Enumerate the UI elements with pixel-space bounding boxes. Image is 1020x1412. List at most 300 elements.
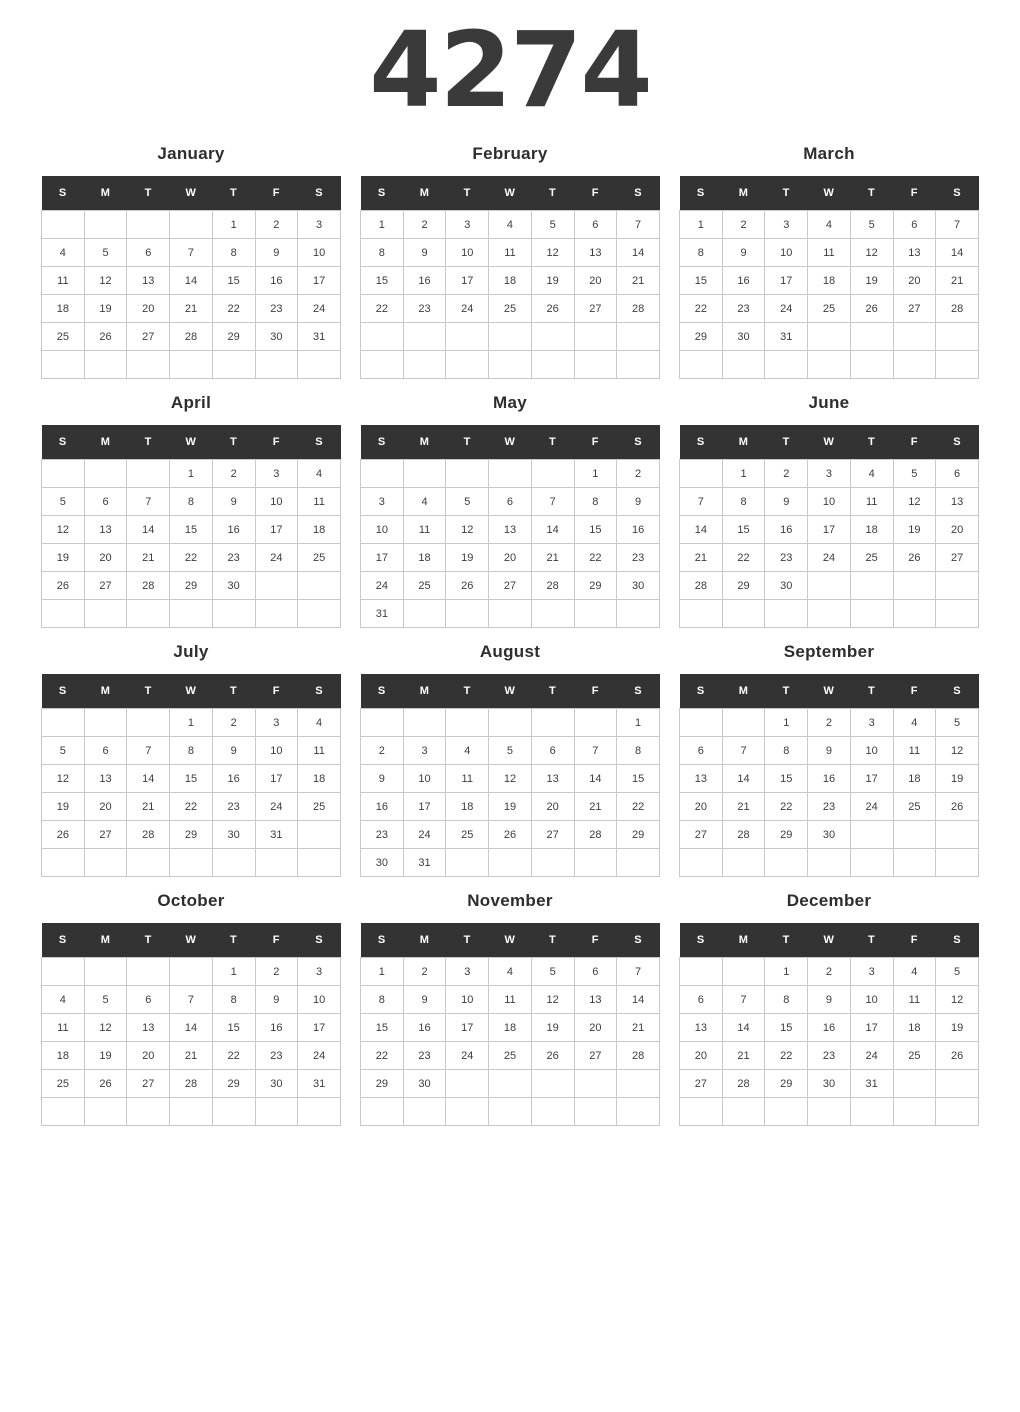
day-cell[interactable]: 13	[127, 267, 170, 295]
day-cell[interactable]: 9	[403, 239, 446, 267]
day-cell[interactable]: 31	[298, 1070, 341, 1098]
day-cell[interactable]: 21	[127, 544, 170, 572]
day-cell[interactable]: 28	[170, 1070, 213, 1098]
day-cell[interactable]: 14	[680, 516, 723, 544]
day-cell[interactable]: 1	[765, 958, 808, 986]
day-cell[interactable]: 26	[489, 821, 532, 849]
day-cell[interactable]: 23	[255, 295, 298, 323]
day-cell[interactable]: 1	[617, 709, 660, 737]
day-cell[interactable]: 11	[893, 986, 936, 1014]
day-cell[interactable]: 8	[765, 737, 808, 765]
day-cell[interactable]: 9	[361, 765, 404, 793]
day-cell[interactable]: 24	[255, 793, 298, 821]
day-cell[interactable]: 12	[446, 516, 489, 544]
day-cell[interactable]: 4	[298, 709, 341, 737]
day-cell[interactable]: 31	[765, 323, 808, 351]
day-cell[interactable]: 16	[722, 267, 765, 295]
day-cell[interactable]: 5	[42, 488, 85, 516]
day-cell[interactable]: 3	[765, 211, 808, 239]
day-cell[interactable]: 17	[255, 765, 298, 793]
day-cell[interactable]: 3	[298, 211, 341, 239]
day-cell[interactable]: 9	[403, 986, 446, 1014]
day-cell[interactable]: 27	[127, 323, 170, 351]
day-cell[interactable]: 2	[255, 211, 298, 239]
day-cell[interactable]: 29	[212, 1070, 255, 1098]
day-cell[interactable]: 10	[255, 488, 298, 516]
day-cell[interactable]: 26	[84, 1070, 127, 1098]
day-cell[interactable]: 28	[170, 323, 213, 351]
day-cell[interactable]: 7	[574, 737, 617, 765]
day-cell[interactable]: 16	[361, 793, 404, 821]
day-cell[interactable]: 13	[680, 765, 723, 793]
day-cell[interactable]: 2	[722, 211, 765, 239]
day-cell[interactable]: 15	[680, 267, 723, 295]
day-cell[interactable]: 12	[42, 765, 85, 793]
day-cell[interactable]: 25	[42, 1070, 85, 1098]
day-cell[interactable]: 20	[680, 1042, 723, 1070]
day-cell[interactable]: 29	[212, 323, 255, 351]
day-cell[interactable]: 21	[722, 1042, 765, 1070]
day-cell[interactable]: 6	[84, 737, 127, 765]
day-cell[interactable]: 26	[936, 1042, 979, 1070]
day-cell[interactable]: 1	[361, 211, 404, 239]
day-cell[interactable]: 13	[893, 239, 936, 267]
day-cell[interactable]: 22	[212, 295, 255, 323]
day-cell[interactable]: 22	[170, 544, 213, 572]
day-cell[interactable]: 5	[531, 211, 574, 239]
day-cell[interactable]: 3	[850, 709, 893, 737]
day-cell[interactable]: 31	[403, 849, 446, 877]
day-cell[interactable]: 19	[446, 544, 489, 572]
day-cell[interactable]: 30	[765, 572, 808, 600]
day-cell[interactable]: 12	[936, 986, 979, 1014]
day-cell[interactable]: 17	[255, 516, 298, 544]
day-cell[interactable]: 7	[680, 488, 723, 516]
day-cell[interactable]: 30	[808, 1070, 851, 1098]
day-cell[interactable]: 1	[680, 211, 723, 239]
day-cell[interactable]: 13	[574, 986, 617, 1014]
day-cell[interactable]: 24	[850, 1042, 893, 1070]
day-cell[interactable]: 19	[42, 544, 85, 572]
day-cell[interactable]: 11	[850, 488, 893, 516]
day-cell[interactable]: 15	[212, 1014, 255, 1042]
day-cell[interactable]: 8	[765, 986, 808, 1014]
day-cell[interactable]: 5	[446, 488, 489, 516]
day-cell[interactable]: 5	[489, 737, 532, 765]
day-cell[interactable]: 7	[936, 211, 979, 239]
day-cell[interactable]: 27	[531, 821, 574, 849]
day-cell[interactable]: 9	[722, 239, 765, 267]
day-cell[interactable]: 11	[298, 737, 341, 765]
day-cell[interactable]: 5	[84, 986, 127, 1014]
day-cell[interactable]: 11	[808, 239, 851, 267]
day-cell[interactable]: 18	[489, 267, 532, 295]
day-cell[interactable]: 2	[403, 958, 446, 986]
day-cell[interactable]: 2	[617, 460, 660, 488]
day-cell[interactable]: 3	[850, 958, 893, 986]
day-cell[interactable]: 23	[403, 295, 446, 323]
day-cell[interactable]: 13	[127, 1014, 170, 1042]
day-cell[interactable]: 7	[127, 737, 170, 765]
day-cell[interactable]: 23	[765, 544, 808, 572]
day-cell[interactable]: 19	[936, 1014, 979, 1042]
day-cell[interactable]: 30	[361, 849, 404, 877]
day-cell[interactable]: 18	[489, 1014, 532, 1042]
day-cell[interactable]: 16	[255, 267, 298, 295]
day-cell[interactable]: 22	[170, 793, 213, 821]
day-cell[interactable]: 18	[42, 295, 85, 323]
day-cell[interactable]: 13	[489, 516, 532, 544]
day-cell[interactable]: 4	[298, 460, 341, 488]
day-cell[interactable]: 13	[680, 1014, 723, 1042]
day-cell[interactable]: 2	[765, 460, 808, 488]
day-cell[interactable]: 20	[680, 793, 723, 821]
day-cell[interactable]: 7	[722, 986, 765, 1014]
day-cell[interactable]: 25	[489, 295, 532, 323]
day-cell[interactable]: 4	[42, 986, 85, 1014]
day-cell[interactable]: 23	[212, 544, 255, 572]
day-cell[interactable]: 8	[574, 488, 617, 516]
day-cell[interactable]: 25	[298, 544, 341, 572]
day-cell[interactable]: 19	[489, 793, 532, 821]
day-cell[interactable]: 22	[361, 1042, 404, 1070]
day-cell[interactable]: 12	[893, 488, 936, 516]
day-cell[interactable]: 12	[936, 737, 979, 765]
day-cell[interactable]: 28	[722, 1070, 765, 1098]
day-cell[interactable]: 2	[403, 211, 446, 239]
day-cell[interactable]: 21	[127, 793, 170, 821]
day-cell[interactable]: 11	[446, 765, 489, 793]
day-cell[interactable]: 14	[170, 1014, 213, 1042]
day-cell[interactable]: 8	[722, 488, 765, 516]
day-cell[interactable]: 18	[850, 516, 893, 544]
day-cell[interactable]: 5	[893, 460, 936, 488]
day-cell[interactable]: 28	[680, 572, 723, 600]
day-cell[interactable]: 9	[212, 488, 255, 516]
day-cell[interactable]: 10	[255, 737, 298, 765]
day-cell[interactable]: 20	[127, 295, 170, 323]
day-cell[interactable]: 30	[403, 1070, 446, 1098]
day-cell[interactable]: 21	[936, 267, 979, 295]
day-cell[interactable]: 10	[850, 986, 893, 1014]
day-cell[interactable]: 30	[212, 821, 255, 849]
day-cell[interactable]: 1	[212, 211, 255, 239]
day-cell[interactable]: 20	[531, 793, 574, 821]
day-cell[interactable]: 16	[808, 765, 851, 793]
day-cell[interactable]: 5	[42, 737, 85, 765]
day-cell[interactable]: 17	[446, 1014, 489, 1042]
day-cell[interactable]: 17	[446, 267, 489, 295]
day-cell[interactable]: 6	[574, 211, 617, 239]
day-cell[interactable]: 8	[212, 986, 255, 1014]
day-cell[interactable]: 13	[936, 488, 979, 516]
day-cell[interactable]: 28	[127, 572, 170, 600]
day-cell[interactable]: 19	[531, 1014, 574, 1042]
day-cell[interactable]: 3	[808, 460, 851, 488]
day-cell[interactable]: 5	[531, 958, 574, 986]
day-cell[interactable]: 17	[765, 267, 808, 295]
day-cell[interactable]: 25	[489, 1042, 532, 1070]
day-cell[interactable]: 4	[808, 211, 851, 239]
day-cell[interactable]: 29	[617, 821, 660, 849]
day-cell[interactable]: 15	[765, 765, 808, 793]
day-cell[interactable]: 18	[446, 793, 489, 821]
day-cell[interactable]: 20	[574, 1014, 617, 1042]
day-cell[interactable]: 4	[489, 958, 532, 986]
day-cell[interactable]: 11	[42, 1014, 85, 1042]
day-cell[interactable]: 3	[446, 958, 489, 986]
day-cell[interactable]: 29	[765, 1070, 808, 1098]
day-cell[interactable]: 18	[893, 765, 936, 793]
day-cell[interactable]: 15	[617, 765, 660, 793]
day-cell[interactable]: 24	[403, 821, 446, 849]
day-cell[interactable]: 27	[893, 295, 936, 323]
day-cell[interactable]: 16	[255, 1014, 298, 1042]
day-cell[interactable]: 23	[808, 793, 851, 821]
day-cell[interactable]: 22	[574, 544, 617, 572]
day-cell[interactable]: 18	[403, 544, 446, 572]
day-cell[interactable]: 18	[42, 1042, 85, 1070]
day-cell[interactable]: 6	[531, 737, 574, 765]
day-cell[interactable]: 11	[42, 267, 85, 295]
day-cell[interactable]: 25	[403, 572, 446, 600]
day-cell[interactable]: 22	[722, 544, 765, 572]
day-cell[interactable]: 7	[617, 211, 660, 239]
day-cell[interactable]: 27	[574, 295, 617, 323]
day-cell[interactable]: 4	[446, 737, 489, 765]
day-cell[interactable]: 20	[936, 516, 979, 544]
day-cell[interactable]: 15	[361, 267, 404, 295]
day-cell[interactable]: 25	[808, 295, 851, 323]
day-cell[interactable]: 6	[893, 211, 936, 239]
day-cell[interactable]: 11	[489, 986, 532, 1014]
day-cell[interactable]: 15	[765, 1014, 808, 1042]
day-cell[interactable]: 6	[680, 737, 723, 765]
day-cell[interactable]: 23	[361, 821, 404, 849]
day-cell[interactable]: 31	[298, 323, 341, 351]
day-cell[interactable]: 7	[531, 488, 574, 516]
day-cell[interactable]: 10	[298, 986, 341, 1014]
day-cell[interactable]: 1	[722, 460, 765, 488]
day-cell[interactable]: 27	[489, 572, 532, 600]
day-cell[interactable]: 28	[127, 821, 170, 849]
day-cell[interactable]: 10	[361, 516, 404, 544]
day-cell[interactable]: 27	[680, 1070, 723, 1098]
day-cell[interactable]: 7	[170, 239, 213, 267]
day-cell[interactable]: 21	[722, 793, 765, 821]
day-cell[interactable]: 10	[850, 737, 893, 765]
day-cell[interactable]: 26	[531, 1042, 574, 1070]
day-cell[interactable]: 6	[489, 488, 532, 516]
day-cell[interactable]: 2	[212, 709, 255, 737]
day-cell[interactable]: 8	[680, 239, 723, 267]
day-cell[interactable]: 29	[574, 572, 617, 600]
day-cell[interactable]: 3	[446, 211, 489, 239]
day-cell[interactable]: 14	[127, 765, 170, 793]
day-cell[interactable]: 9	[765, 488, 808, 516]
day-cell[interactable]: 9	[255, 239, 298, 267]
day-cell[interactable]: 8	[361, 239, 404, 267]
day-cell[interactable]: 23	[212, 793, 255, 821]
day-cell[interactable]: 9	[212, 737, 255, 765]
day-cell[interactable]: 15	[722, 516, 765, 544]
day-cell[interactable]: 14	[617, 986, 660, 1014]
day-cell[interactable]: 4	[489, 211, 532, 239]
day-cell[interactable]: 25	[298, 793, 341, 821]
day-cell[interactable]: 12	[42, 516, 85, 544]
day-cell[interactable]: 27	[127, 1070, 170, 1098]
day-cell[interactable]: 16	[212, 516, 255, 544]
day-cell[interactable]: 28	[936, 295, 979, 323]
day-cell[interactable]: 8	[361, 986, 404, 1014]
day-cell[interactable]: 19	[84, 1042, 127, 1070]
day-cell[interactable]: 12	[531, 239, 574, 267]
day-cell[interactable]: 19	[936, 765, 979, 793]
day-cell[interactable]: 17	[850, 1014, 893, 1042]
day-cell[interactable]: 30	[808, 821, 851, 849]
day-cell[interactable]: 7	[617, 958, 660, 986]
day-cell[interactable]: 14	[170, 267, 213, 295]
day-cell[interactable]: 8	[212, 239, 255, 267]
day-cell[interactable]: 19	[42, 793, 85, 821]
day-cell[interactable]: 6	[574, 958, 617, 986]
day-cell[interactable]: 1	[212, 958, 255, 986]
day-cell[interactable]: 15	[170, 765, 213, 793]
day-cell[interactable]: 30	[255, 1070, 298, 1098]
day-cell[interactable]: 14	[574, 765, 617, 793]
day-cell[interactable]: 24	[298, 295, 341, 323]
day-cell[interactable]: 7	[127, 488, 170, 516]
day-cell[interactable]: 21	[617, 1014, 660, 1042]
day-cell[interactable]: 26	[42, 572, 85, 600]
day-cell[interactable]: 31	[361, 600, 404, 628]
day-cell[interactable]: 18	[893, 1014, 936, 1042]
day-cell[interactable]: 31	[850, 1070, 893, 1098]
day-cell[interactable]: 4	[42, 239, 85, 267]
day-cell[interactable]: 27	[84, 821, 127, 849]
day-cell[interactable]: 10	[446, 986, 489, 1014]
day-cell[interactable]: 28	[617, 1042, 660, 1070]
day-cell[interactable]: 20	[127, 1042, 170, 1070]
day-cell[interactable]: 19	[531, 267, 574, 295]
day-cell[interactable]: 23	[808, 1042, 851, 1070]
day-cell[interactable]: 11	[893, 737, 936, 765]
day-cell[interactable]: 12	[84, 1014, 127, 1042]
day-cell[interactable]: 12	[489, 765, 532, 793]
day-cell[interactable]: 13	[84, 765, 127, 793]
day-cell[interactable]: 11	[489, 239, 532, 267]
day-cell[interactable]: 10	[808, 488, 851, 516]
day-cell[interactable]: 5	[936, 709, 979, 737]
day-cell[interactable]: 20	[489, 544, 532, 572]
day-cell[interactable]: 8	[170, 737, 213, 765]
day-cell[interactable]: 3	[255, 709, 298, 737]
day-cell[interactable]: 2	[361, 737, 404, 765]
day-cell[interactable]: 7	[170, 986, 213, 1014]
day-cell[interactable]: 1	[574, 460, 617, 488]
day-cell[interactable]: 17	[361, 544, 404, 572]
day-cell[interactable]: 27	[680, 821, 723, 849]
day-cell[interactable]: 12	[531, 986, 574, 1014]
day-cell[interactable]: 19	[893, 516, 936, 544]
day-cell[interactable]: 22	[765, 1042, 808, 1070]
day-cell[interactable]: 16	[403, 1014, 446, 1042]
day-cell[interactable]: 4	[850, 460, 893, 488]
day-cell[interactable]: 6	[936, 460, 979, 488]
day-cell[interactable]: 16	[617, 516, 660, 544]
day-cell[interactable]: 24	[850, 793, 893, 821]
day-cell[interactable]: 26	[446, 572, 489, 600]
day-cell[interactable]: 29	[722, 572, 765, 600]
day-cell[interactable]: 20	[574, 267, 617, 295]
day-cell[interactable]: 25	[446, 821, 489, 849]
day-cell[interactable]: 7	[722, 737, 765, 765]
day-cell[interactable]: 17	[808, 516, 851, 544]
day-cell[interactable]: 4	[403, 488, 446, 516]
day-cell[interactable]: 16	[403, 267, 446, 295]
day-cell[interactable]: 12	[84, 267, 127, 295]
day-cell[interactable]: 6	[680, 986, 723, 1014]
day-cell[interactable]: 25	[850, 544, 893, 572]
day-cell[interactable]: 15	[170, 516, 213, 544]
day-cell[interactable]: 26	[850, 295, 893, 323]
day-cell[interactable]: 16	[808, 1014, 851, 1042]
day-cell[interactable]: 29	[361, 1070, 404, 1098]
day-cell[interactable]: 9	[808, 737, 851, 765]
day-cell[interactable]: 31	[255, 821, 298, 849]
day-cell[interactable]: 11	[298, 488, 341, 516]
day-cell[interactable]: 22	[212, 1042, 255, 1070]
day-cell[interactable]: 29	[680, 323, 723, 351]
day-cell[interactable]: 24	[255, 544, 298, 572]
day-cell[interactable]: 14	[531, 516, 574, 544]
day-cell[interactable]: 14	[722, 1014, 765, 1042]
day-cell[interactable]: 30	[722, 323, 765, 351]
day-cell[interactable]: 17	[298, 1014, 341, 1042]
day-cell[interactable]: 10	[446, 239, 489, 267]
day-cell[interactable]: 24	[446, 1042, 489, 1070]
day-cell[interactable]: 10	[765, 239, 808, 267]
day-cell[interactable]: 29	[765, 821, 808, 849]
day-cell[interactable]: 30	[212, 572, 255, 600]
day-cell[interactable]: 2	[808, 958, 851, 986]
day-cell[interactable]: 30	[617, 572, 660, 600]
day-cell[interactable]: 2	[808, 709, 851, 737]
day-cell[interactable]: 28	[722, 821, 765, 849]
day-cell[interactable]: 26	[531, 295, 574, 323]
day-cell[interactable]: 3	[298, 958, 341, 986]
day-cell[interactable]: 25	[893, 1042, 936, 1070]
day-cell[interactable]: 21	[574, 793, 617, 821]
day-cell[interactable]: 23	[403, 1042, 446, 1070]
day-cell[interactable]: 24	[808, 544, 851, 572]
day-cell[interactable]: 26	[42, 821, 85, 849]
day-cell[interactable]: 28	[531, 572, 574, 600]
day-cell[interactable]: 3	[403, 737, 446, 765]
day-cell[interactable]: 26	[893, 544, 936, 572]
day-cell[interactable]: 4	[893, 709, 936, 737]
day-cell[interactable]: 18	[808, 267, 851, 295]
day-cell[interactable]: 10	[298, 239, 341, 267]
day-cell[interactable]: 14	[127, 516, 170, 544]
day-cell[interactable]: 15	[574, 516, 617, 544]
day-cell[interactable]: 9	[255, 986, 298, 1014]
day-cell[interactable]: 13	[574, 239, 617, 267]
day-cell[interactable]: 27	[84, 572, 127, 600]
day-cell[interactable]: 21	[170, 295, 213, 323]
day-cell[interactable]: 15	[361, 1014, 404, 1042]
day-cell[interactable]: 14	[617, 239, 660, 267]
